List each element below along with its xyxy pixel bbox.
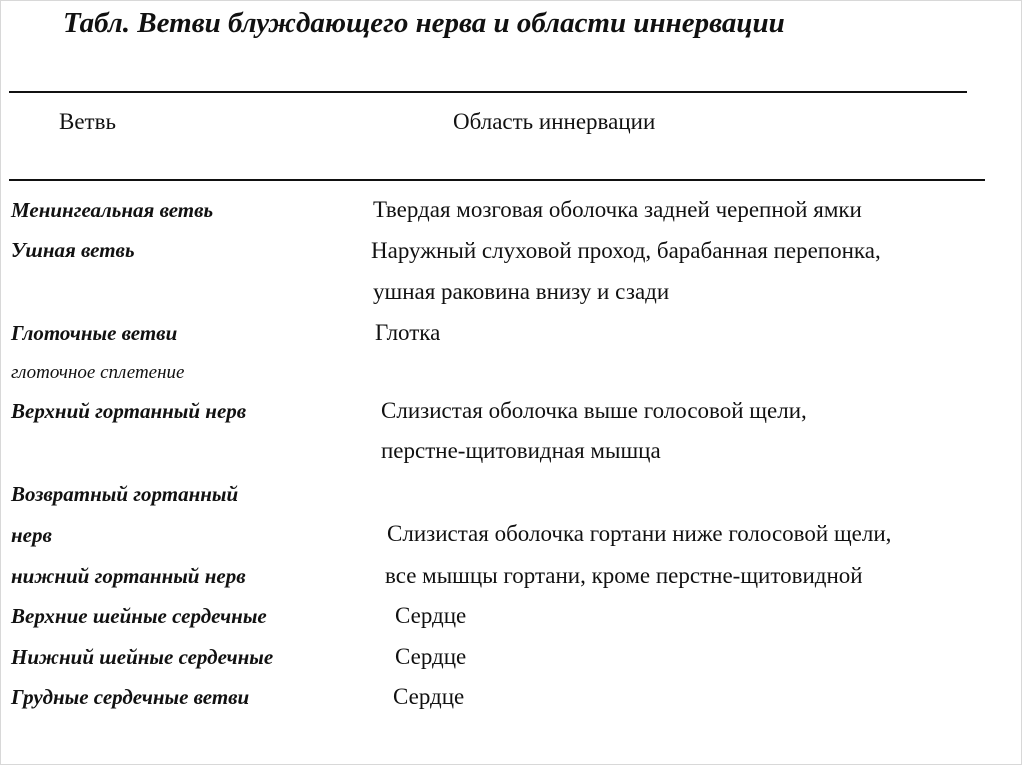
branch-inferior-cervical-cardiac: Нижний шейные сердечные: [11, 645, 274, 669]
branch-auricular: Ушная ветвь: [11, 238, 135, 262]
area-superior-laryngeal-line-1: Слизистая оболочка выше голосовой щели,: [381, 398, 807, 423]
table-title: Табл. Ветви блуждающего нерва и области иннервации: [63, 7, 785, 39]
header-rule: [9, 179, 985, 181]
top-rule: [9, 91, 967, 93]
branch-pharyngeal-plexus: глоточное сплетение: [11, 362, 185, 383]
column-header-area: Область иннервации: [453, 109, 656, 134]
branch-pharyngeal: Глоточные ветви: [11, 321, 178, 345]
area-superior-cervical-cardiac: Сердце: [395, 603, 467, 628]
branch-recurrent-laryngeal-line-2: нерв: [11, 523, 52, 547]
area-thoracic-cardiac: Сердце: [393, 684, 465, 709]
area-pharyngeal: Глотка: [375, 320, 441, 345]
branch-recurrent-laryngeal-line-1: Возвратный гортанный: [11, 482, 239, 506]
branch-thoracic-cardiac: Грудные сердечные ветви: [11, 685, 250, 709]
area-auricular-line-1: Наружный слуховой проход, барабанная перепонка,: [371, 238, 881, 263]
branch-inferior-laryngeal: нижний гортанный нерв: [11, 564, 246, 588]
column-header-branch: Ветвь: [59, 109, 116, 134]
area-auricular-line-2: ушная раковина внизу и сзади: [373, 279, 670, 304]
branch-superior-laryngeal: Верхний гортанный нерв: [11, 399, 247, 423]
area-inferior-cervical-cardiac: Сердце: [395, 644, 467, 669]
branch-superior-cervical-cardiac: Верхние шейные сердечные: [11, 604, 267, 628]
area-recurrent-laryngeal-line-1: Слизистая оболочка гортани ниже голосовой щели,: [387, 521, 892, 546]
branch-meningeal: Менингеальная ветвь: [11, 198, 214, 222]
area-superior-laryngeal-line-2: перстне-щитовидная мышца: [381, 438, 661, 463]
area-recurrent-laryngeal-line-2: все мышцы гортани, кроме перстне-щитовидной: [385, 563, 863, 588]
area-meningeal: Твердая мозговая оболочка задней черепной ямки: [373, 197, 862, 222]
